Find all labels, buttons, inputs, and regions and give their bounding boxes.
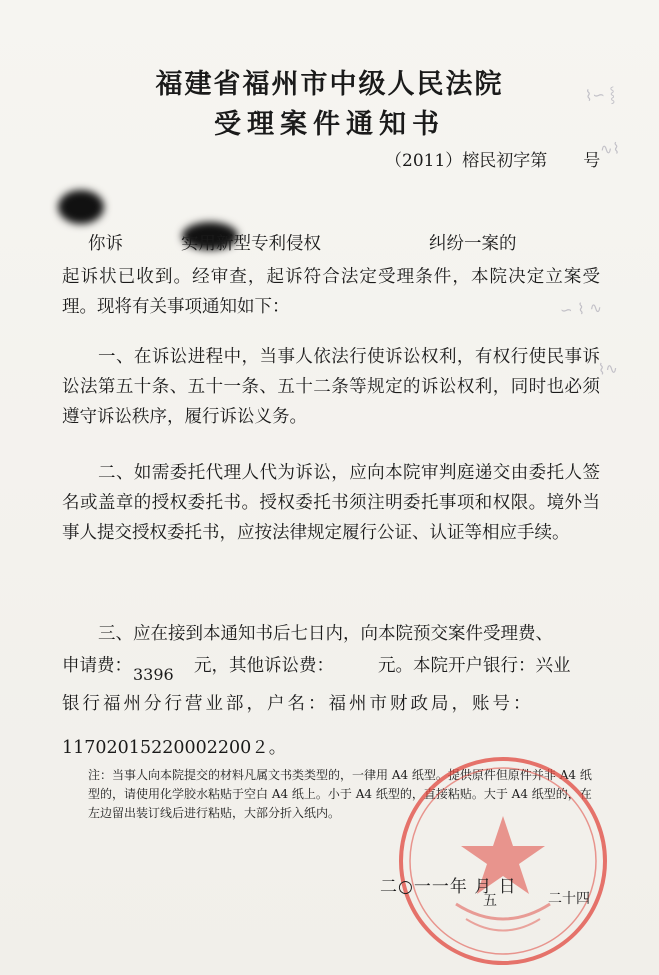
item-3-line-3: 银行福州分行营业部，户名：福州市财政局，账号： (62, 694, 534, 714)
fee-amount: 3396 (133, 665, 174, 684)
date-line: 二○一一年 月 日 (380, 877, 517, 897)
line-1 (88, 230, 517, 255)
line1-c: 纠纷一案的 (429, 234, 517, 254)
case-number-suffix: 号 (583, 151, 601, 171)
line1-a: 你诉 (88, 234, 123, 254)
account-number: 11702015220002200２。 (62, 738, 287, 758)
court-name: 福建省福州市中级人民法院 (155, 69, 504, 100)
fee-label: 申请费： (62, 656, 132, 676)
footnote: 注：当事人向本院提交的材料凡属文书类类型的，一律用 A4 纸型。提供原件但原件并非 A4 纸型的，请使用化学胶水粘贴于空白 A4 纸上。小于 A4 纸型的，直接粘贴。大于 A4 纸型的，在左边留出装订线后进行粘贴，大部分折入纸内。 (88, 768, 592, 820)
handwriting-bleed: ⌇∽ ⸾ (584, 84, 616, 106)
item-2: 二、如需委托代理人代为诉讼，应向本院审判庭递交由委托人签名或盖章的授权委托书。授权委托书须注明委托事项和权限。境外当事人提交授权委托书，应按法律规定履行公证、认证等相应手续。 (62, 463, 600, 543)
intro-paragraph: 起诉状已收到。经审查，起诉符合法定受理条件，本院决定立案受理。现将有关事项通知如下： (62, 267, 600, 317)
line1-b: 实用新型专利侵权 (181, 234, 321, 254)
item-3-line-1: 三、应在接到本通知书后七日内，向本院预交案件受理费、 (98, 624, 553, 644)
court-seal (396, 754, 610, 968)
handwriting-bleed: ⌇∿ (597, 359, 619, 379)
case-number-prefix: （2011）榕民初字第 (385, 151, 548, 171)
document-title: 受理案件通知书 (214, 109, 445, 140)
date-day: 二十四 (548, 891, 590, 907)
handwriting-bleed: ∽ ⌇ ∿ (559, 298, 603, 320)
date-month: 五 (483, 893, 497, 909)
case-number (385, 146, 600, 171)
item-1: 一、在诉讼进程中，当事人依法行使诉讼权利，有权行使民事诉讼法第五十条、五十一条、五十二条等规定的诉讼权利，同时也必须遵守诉讼秩序，履行诉讼义务。 (62, 347, 600, 427)
redaction-mark (58, 190, 104, 224)
bank-label: 元。本院开户银行：兴业 (378, 656, 571, 676)
other-fee-label: 元，其他诉讼费： (194, 656, 334, 676)
handwriting-bleed: ∿⌇ (599, 139, 621, 159)
